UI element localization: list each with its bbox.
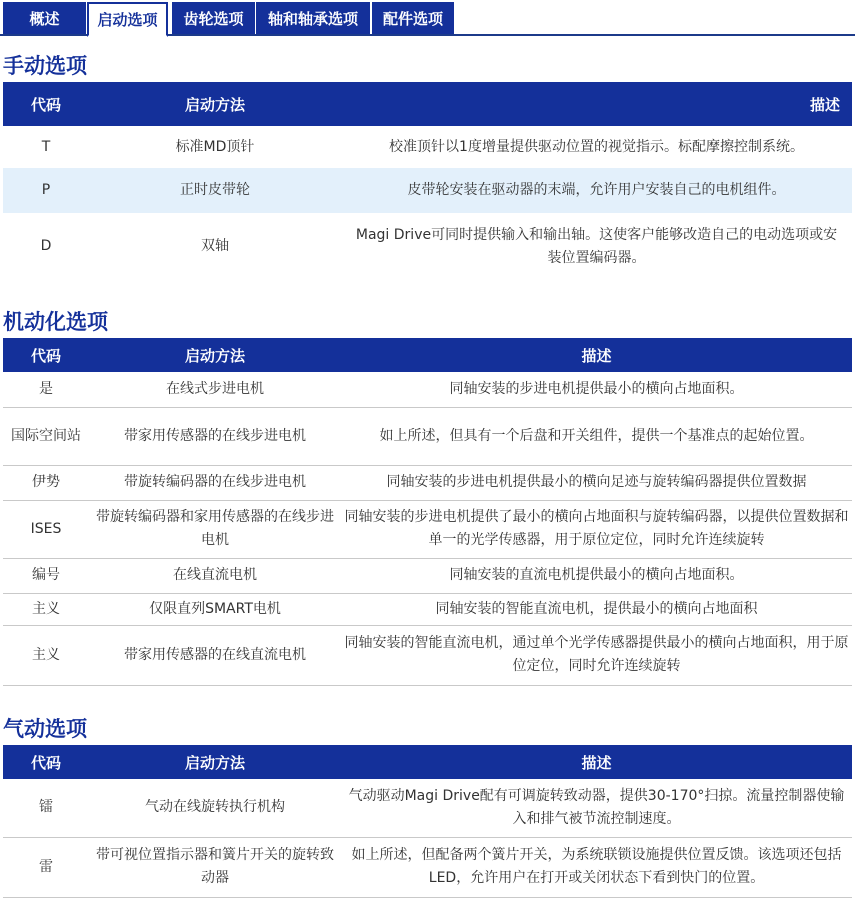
cell-method: 带家用传感器的在线步进电机 bbox=[89, 407, 341, 465]
tab-accessory-options[interactable]: 配件选项 bbox=[372, 2, 454, 34]
column-header-description: 描述 bbox=[341, 82, 852, 126]
cell-method: 双轴 bbox=[201, 238, 229, 254]
table-row bbox=[3, 779, 852, 837]
cell-method: 带可视位置指示器和簧片开关的旋转致动器 bbox=[89, 837, 341, 897]
cell-description: 校准顶针以1度增量提供驱动位置的视觉指示。标配摩擦控制系统。 bbox=[389, 138, 804, 155]
table-row bbox=[3, 500, 852, 558]
cell-code: 国际空间站 bbox=[3, 407, 89, 465]
cell-description: 同轴安装的直流电机提供最小的横向占地面积。 bbox=[341, 558, 852, 593]
column-header-method: 启动方法 bbox=[89, 745, 341, 779]
cell-code: T bbox=[41, 138, 51, 155]
table-row bbox=[3, 558, 852, 593]
table-row bbox=[3, 372, 852, 407]
cell-code: 主义 bbox=[3, 625, 89, 685]
section-title-pneumatic: 气动选项 bbox=[3, 717, 87, 741]
table-row bbox=[3, 213, 852, 280]
table-row bbox=[3, 625, 852, 685]
column-header-method: 启动方法 bbox=[89, 82, 341, 126]
column-header-method: 启动方法 bbox=[89, 338, 341, 372]
table-row bbox=[3, 168, 852, 213]
cell-method: 仅限直列SMART电机 bbox=[89, 593, 341, 625]
table-row bbox=[3, 407, 852, 465]
cell-description: 如上所述，但具有一个后盘和开关组件，提供一个基准点的起始位置。 bbox=[341, 407, 852, 465]
cell-description: 如上所述，但配备两个簧片开关，为系统联锁设施提供位置反馈。该选项还包括LED，允许用户在打开或关闭状态下看到快门的位置。 bbox=[341, 837, 852, 897]
cell-description: 同轴安装的步进电机提供最小的横向占地面积。 bbox=[341, 372, 852, 407]
cell-method: 在线式步进电机 bbox=[89, 372, 341, 407]
cell-code: 雷 bbox=[3, 837, 89, 897]
cell-method: 正时皮带轮 bbox=[89, 168, 341, 213]
cell-method: 带家用传感器的在线直流电机 bbox=[89, 625, 341, 685]
cell-description: 气动驱动Magi Drive配有可调旋转致动器，提供30-170°扫掠。流量控制器使输入和排气被节流控制速度。 bbox=[341, 779, 852, 837]
cell-code: 编号 bbox=[3, 558, 89, 593]
cell-code: P bbox=[3, 168, 89, 213]
tab-shaft-bearing-options[interactable]: 轴和轴承选项 bbox=[256, 2, 370, 34]
manual-options-table bbox=[3, 82, 852, 280]
cell-description: 同轴安装的步进电机提供了最小的横向占地面积与旋转编码器，以提供位置数据和单一的光学传感器，用于原位定位，同时允许连续旋转 bbox=[341, 500, 852, 558]
cell-code: ISES bbox=[3, 500, 89, 558]
cell-method: 气动在线旋转执行机构 bbox=[89, 779, 341, 837]
table-row bbox=[3, 465, 852, 500]
cell-method: 在线直流电机 bbox=[89, 558, 341, 593]
cell-method: 带旋转编码器和家用传感器的在线步进电机 bbox=[89, 500, 341, 558]
cell-description: 同轴安装的智能直流电机，通过单个光学传感器提供最小的横向占地面积，用于原位定位，同时允许连续旋转 bbox=[341, 625, 852, 685]
cell-description: 皮带轮安装在驱动器的末端，允许用户安装自己的电机组件。 bbox=[341, 168, 852, 213]
tab-overview[interactable]: 概述 bbox=[3, 2, 86, 34]
tab-gear-options[interactable]: 齿轮选项 bbox=[172, 2, 255, 34]
cell-description: 同轴安装的步进电机提供最小的横向足迹与旋转编码器提供位置数据 bbox=[341, 465, 852, 500]
tab-actuation-options[interactable]: 启动选项 bbox=[87, 2, 168, 37]
cell-method: 带旋转编码器的在线步进电机 bbox=[89, 465, 341, 500]
table-row bbox=[3, 593, 852, 625]
tab-bar bbox=[0, 0, 855, 36]
cell-code: 伊势 bbox=[3, 465, 89, 500]
table-row bbox=[3, 837, 852, 897]
cell-code: 主义 bbox=[3, 593, 89, 625]
cell-description: 同轴安装的智能直流电机，提供最小的横向占地面积 bbox=[341, 593, 852, 625]
cell-description: Magi Drive可同时提供输入和输出轴。这使客户能够改造自己的电动选项或安装位置编码器。 bbox=[355, 226, 838, 266]
table-row bbox=[3, 126, 852, 168]
cell-code: D bbox=[40, 238, 52, 254]
section-title-motorized: 机动化选项 bbox=[3, 310, 108, 334]
column-header-code: 代码 bbox=[3, 745, 89, 779]
column-header-code: 代码 bbox=[3, 82, 89, 126]
column-header-code: 代码 bbox=[3, 338, 89, 372]
section-title-manual: 手动选项 bbox=[3, 54, 87, 78]
cell-code: 镭 bbox=[3, 779, 89, 837]
motorized-options-table bbox=[3, 338, 852, 686]
cell-code: 是 bbox=[3, 372, 89, 407]
cell-method: 标准MD顶针 bbox=[175, 138, 255, 155]
column-header-description: 描述 bbox=[341, 745, 852, 779]
column-header-description: 描述 bbox=[341, 338, 852, 372]
pneumatic-options-table bbox=[3, 745, 852, 898]
